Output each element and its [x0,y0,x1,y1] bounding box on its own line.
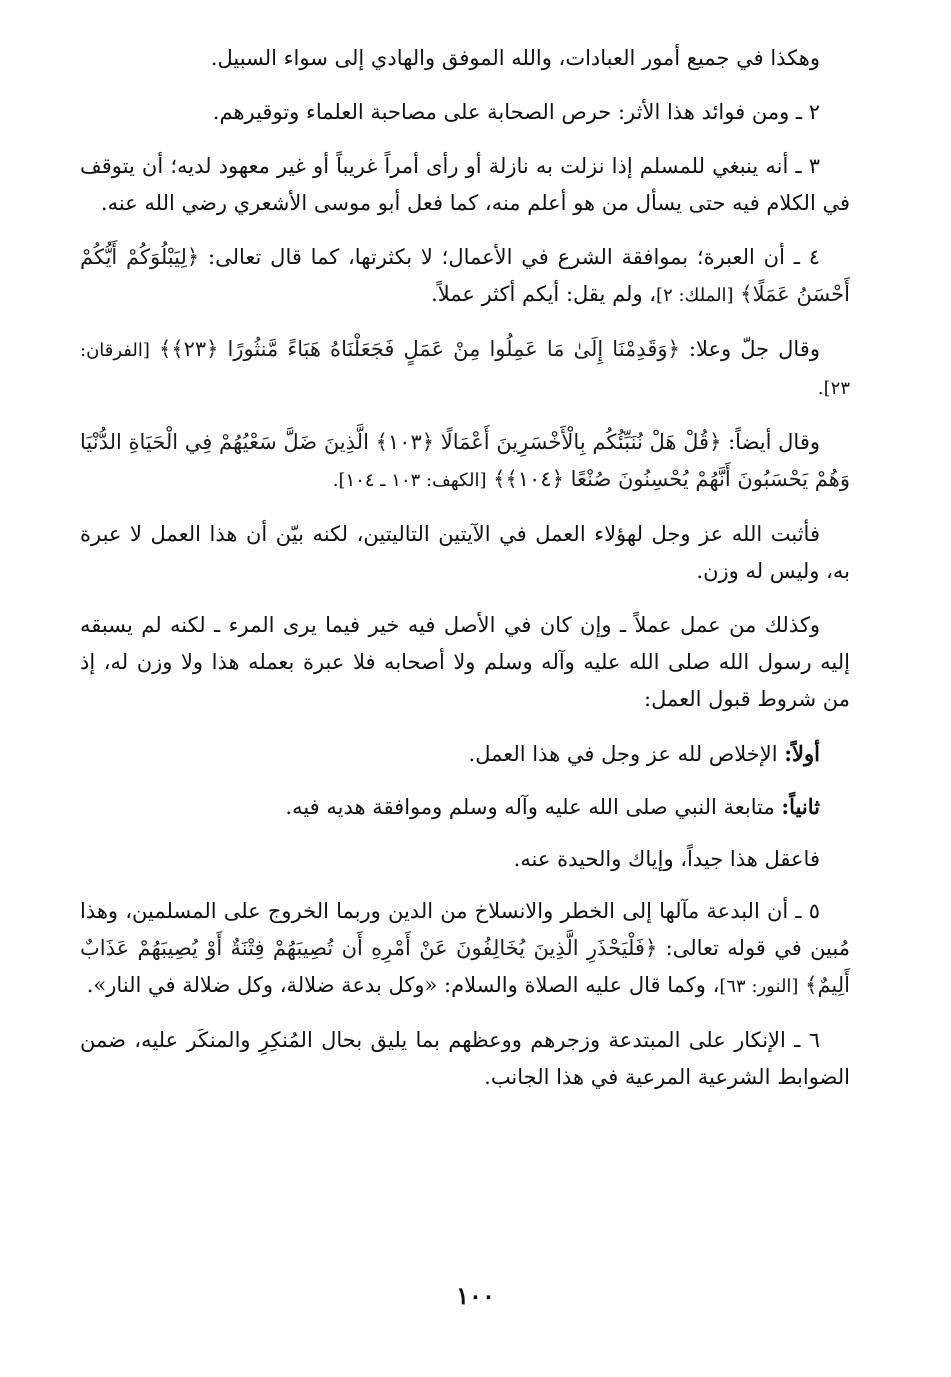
condition-label: ثانياً: [781,794,820,819]
paragraph-benefit-2 [80,94,850,131]
paragraph-furqan [80,331,850,407]
paragraph-benefit-6 [80,1022,850,1096]
verse-citation: [النور: ٦٣] [719,976,799,997]
paragraph-kahf [80,424,850,499]
paragraph-text: ٣ ـ أنه ينبغي للمسلم إذا نزلت به نازلة أو رأى أمراً غريباً أو غير معهود لديه؛ أن يتوقف في الكلام فيه حتى يسأل من هو أعلم منه، كما فعل أبو موسى الأشعري رضي الله عنه. [80,154,850,215]
paragraph-explanation [80,516,850,590]
paragraph-advice [80,841,850,878]
condition-second [80,788,850,826]
paragraph-text: ٥ ـ أن البدعة مآلها إلى الخطر والانسلاخ من الدين وربما الخروج على المسلمين، وهذا مُبين في قوله تعالى: [80,899,850,960]
verse-citation: [الملك: ٢] [656,285,734,306]
verse-citation: [الكهف: ١٠٣ ـ ١٠٤]. [332,470,487,491]
paragraph-benefit-3 [80,148,850,222]
paragraph-benefit-5 [80,893,850,1005]
paragraph-text: فاعقل هذا جيداً، وإياك والحيدة عنه. [513,847,820,871]
paragraph-text: وقال جلّ وعلا: [688,337,820,361]
quran-verse: ﴿قُلْ هَلْ نُنَبِّئُكُم بِالْأَخْسَرِينَ أَعْمَالًا ﴿١٠٣﴾ الَّذِينَ ضَلَّ سَعْيُهُمْ فِي الْحَيَاةِ الدُّنْيَا وَهُمْ يَحْسَبُونَ أَنَّهُمْ يُحْسِنُونَ صُنْعًا ﴿١٠٤﴾﴾ [80,430,850,491]
paragraph-text: فأثبت الله عز وجل لهؤلاء العمل في الآيتين التاليتين، لكنه بيّن أن هذا العمل لا عبرة به، وليس له وزن. [80,522,850,583]
page-body [80,40,850,1113]
page-number: ١٠٠ [456,1281,495,1310]
paragraph-text: ، وكما قال عليه الصلاة والسلام: «وكل بدعة ضلالة، وكل ضلالة في النار». [86,973,720,997]
paragraph-text: وقال أيضاً: [728,430,820,454]
paragraph-text: وهكذا في جميع أمور العبادات، والله الموفق والهادي إلى سواء السبيل. [210,46,820,70]
paragraph-conditions [80,607,850,718]
paragraph-text: ، ولم يقل: أيكم أكثر عملاً. [431,282,657,306]
paragraph-text: ٦ ـ الإنكار على المبتدعة وزجرهم ووعظهم بما يليق بحال المُنكِرِ والمنكَر عليه، ضمن الضوابط الشرعية المرعية في هذا الجانب. [80,1028,850,1089]
paragraph-benefit-4 [80,239,850,314]
condition-text: الإخلاص لله عز وجل في هذا العمل. [468,742,778,766]
quran-verse: ﴿وَقَدِمْنَا إِلَىٰ مَا عَمِلُوا مِنْ عَمَلٍ فَجَعَلْنَاهُ هَبَاءً مَّنثُورًا ﴿٢٣﴾﴾ [158,337,680,361]
paragraph-text: وكذلك من عمل عملاً ـ وإن كان في الأصل فيه خير فيما يرى المرء ـ لكنه لم يسبقه إليه رسول الله صلى الله عليه وآله وسلم ولا أصحابه فلا عبرة بعمله هذا ولا وزن له، إذ من شروط قبول العمل: [80,613,850,711]
condition-label: أولاً: [784,741,820,766]
paragraph-text: ٢ ـ ومن فوائد هذا الأثر: حرص الصحابة على مصاحبة العلماء وتوقيرهم. [212,100,820,124]
paragraph-text: ٤ ـ أن العبرة؛ بموافقة الشرع في الأعمال؛ لا بكثرتها، كما قال تعالى: [208,245,820,269]
paragraph-closing [80,40,850,77]
condition-text: متابعة النبي صلى الله عليه وآله وسلم وموافقة هديه فيه. [285,795,775,819]
quran-verse: ﴿لِيَبْلُوَكُمْ أَيُّكُمْ أَحْسَنُ عَمَلًا﴾ [80,245,850,306]
quran-verse: ﴿فَلْيَحْذَرِ الَّذِينَ يُخَالِفُونَ عَنْ أَمْرِهِ أَن تُصِيبَهُمْ فِتْنَةٌ أَوْ يُصِيبَهُمْ عَذَابٌ أَلِيمٌ﴾ [80,936,850,997]
verse-citation: [الفرقان: ٢٣]. [80,340,850,399]
condition-first [80,735,850,773]
